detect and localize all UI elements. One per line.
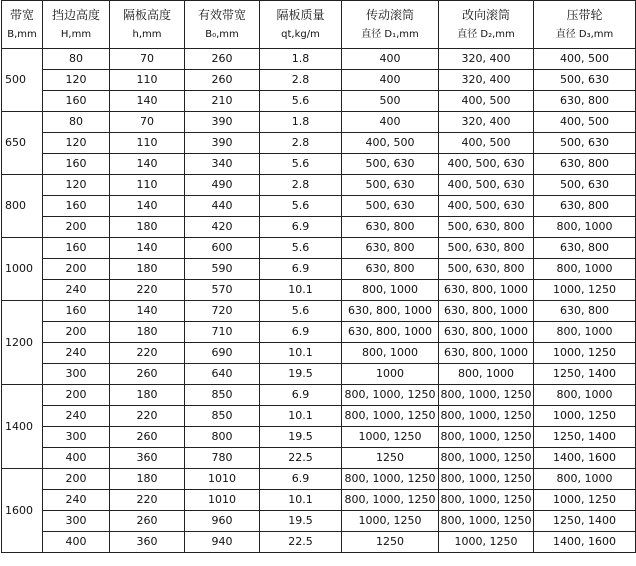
cleat-mass-cell: 2.8 [260, 133, 342, 154]
belt-width-cell: 1600 [2, 469, 43, 553]
cleat-height-cell: 140 [110, 154, 185, 175]
table-row [2, 364, 636, 385]
hold-down-wheel-cell: 800, 1000 [534, 322, 636, 343]
table-row [2, 532, 636, 553]
sidewall-height-cell: 160 [43, 196, 110, 217]
cleat-mass-cell: 10.1 [260, 280, 342, 301]
sidewall-height-cell: 240 [43, 343, 110, 364]
bend-pulley-cell: 800, 1000, 1250 [439, 448, 534, 469]
drive-pulley-cell: 1000 [342, 364, 439, 385]
drive-pulley-cell: 400, 500 [342, 133, 439, 154]
table-row [2, 280, 636, 301]
header-sidewall-height [43, 1, 110, 49]
cleat-height-cell: 220 [110, 406, 185, 427]
cleat-mass-cell: 5.6 [260, 91, 342, 112]
sidewall-height-cell: 300 [43, 427, 110, 448]
table-row [2, 133, 636, 154]
table-row [2, 70, 636, 91]
sidewall-height-cell: 120 [43, 133, 110, 154]
sidewall-height-cell: 240 [43, 490, 110, 511]
effective-width-cell: 690 [185, 343, 260, 364]
bend-pulley-cell: 400, 500 [439, 133, 534, 154]
belt-width-cell: 800 [2, 175, 43, 238]
sidewall-height-cell: 80 [43, 49, 110, 70]
cleat-height-cell: 180 [110, 385, 185, 406]
sidewall-height-cell: 160 [43, 301, 110, 322]
sidewall-height-cell: 200 [43, 259, 110, 280]
cleat-mass-cell: 2.8 [260, 70, 342, 91]
bend-pulley-cell: 630, 800, 1000 [439, 343, 534, 364]
hold-down-wheel-cell: 500, 630 [534, 133, 636, 154]
cleat-height-cell: 360 [110, 448, 185, 469]
header-label: 压带轮 [566, 7, 603, 22]
cleat-mass-cell: 2.8 [260, 175, 342, 196]
drive-pulley-cell: 630, 800, 1000 [342, 322, 439, 343]
sidewall-height-cell: 240 [43, 280, 110, 301]
bend-pulley-cell: 320, 400 [439, 70, 534, 91]
cleat-height-cell: 110 [110, 175, 185, 196]
header-label: 挡边高度 [51, 7, 100, 22]
table-row [2, 175, 636, 196]
cleat-mass-cell: 5.6 [260, 196, 342, 217]
spec-table [1, 0, 636, 553]
cleat-mass-cell: 22.5 [260, 448, 342, 469]
effective-width-cell: 210 [185, 91, 260, 112]
table-row [2, 511, 636, 532]
cleat-height-cell: 260 [110, 364, 185, 385]
table-row [2, 259, 636, 280]
effective-width-cell: 440 [185, 196, 260, 217]
cleat-mass-cell: 6.9 [260, 259, 342, 280]
hold-down-wheel-cell: 1400, 1600 [534, 448, 636, 469]
header-unit: 直径 D₂,mm [457, 28, 515, 40]
cleat-mass-cell: 6.9 [260, 385, 342, 406]
table-row [2, 112, 636, 133]
hold-down-wheel-cell: 400, 500 [534, 112, 636, 133]
sidewall-height-cell: 300 [43, 511, 110, 532]
drive-pulley-cell: 400 [342, 112, 439, 133]
drive-pulley-cell: 1250 [342, 448, 439, 469]
bend-pulley-cell: 800, 1000, 1250 [439, 469, 534, 490]
sidewall-height-cell: 160 [43, 154, 110, 175]
effective-width-cell: 960 [185, 511, 260, 532]
effective-width-cell: 640 [185, 364, 260, 385]
sidewall-height-cell: 400 [43, 532, 110, 553]
cleat-mass-cell: 1.8 [260, 49, 342, 70]
sidewall-height-cell: 300 [43, 364, 110, 385]
sidewall-height-cell: 160 [43, 91, 110, 112]
cleat-height-cell: 220 [110, 280, 185, 301]
drive-pulley-cell: 500 [342, 91, 439, 112]
effective-width-cell: 1010 [185, 469, 260, 490]
bend-pulley-cell: 630, 800, 1000 [439, 280, 534, 301]
drive-pulley-cell: 630, 800, 1000 [342, 301, 439, 322]
header-bend-pulley [439, 1, 534, 49]
cleat-height-cell: 140 [110, 196, 185, 217]
table-row [2, 238, 636, 259]
bend-pulley-cell: 400, 500, 630 [439, 175, 534, 196]
header-label: 改向滚筒 [461, 7, 510, 22]
cleat-mass-cell: 5.6 [260, 238, 342, 259]
effective-width-cell: 1010 [185, 490, 260, 511]
cleat-height-cell: 180 [110, 259, 185, 280]
header-unit: qt,kg/m [281, 28, 320, 40]
header-row [2, 1, 636, 49]
drive-pulley-cell: 630, 800 [342, 238, 439, 259]
effective-width-cell: 850 [185, 385, 260, 406]
bend-pulley-cell: 800, 1000, 1250 [439, 490, 534, 511]
cleat-height-cell: 180 [110, 217, 185, 238]
cleat-height-cell: 140 [110, 301, 185, 322]
sidewall-height-cell: 400 [43, 448, 110, 469]
effective-width-cell: 340 [185, 154, 260, 175]
header-label: 传动滚筒 [365, 7, 414, 22]
header-label: 隔板质量 [276, 7, 325, 22]
cleat-height-cell: 260 [110, 511, 185, 532]
effective-width-cell: 710 [185, 322, 260, 343]
drive-pulley-cell: 800, 1000, 1250 [342, 385, 439, 406]
cleat-mass-cell: 6.9 [260, 217, 342, 238]
table-header [2, 1, 636, 49]
sidewall-height-cell: 120 [43, 175, 110, 196]
header-unit: 直径 D₁,mm [361, 28, 419, 40]
sidewall-height-cell: 160 [43, 238, 110, 259]
hold-down-wheel-cell: 1250, 1400 [534, 364, 636, 385]
drive-pulley-cell: 500, 630 [342, 196, 439, 217]
effective-width-cell: 720 [185, 301, 260, 322]
hold-down-wheel-cell: 800, 1000 [534, 469, 636, 490]
header-unit: 直径 D₃,mm [555, 28, 614, 40]
drive-pulley-cell: 500, 630 [342, 154, 439, 175]
header-unit: B₀,mm [205, 28, 239, 40]
hold-down-wheel-cell: 800, 1000 [534, 385, 636, 406]
hold-down-wheel-cell: 500, 630 [534, 175, 636, 196]
cleat-height-cell: 180 [110, 469, 185, 490]
drive-pulley-cell: 800, 1000, 1250 [342, 490, 439, 511]
hold-down-wheel-cell: 1000, 1250 [534, 343, 636, 364]
cleat-mass-cell: 10.1 [260, 406, 342, 427]
drive-pulley-cell: 1000, 1250 [342, 427, 439, 448]
cleat-height-cell: 70 [110, 112, 185, 133]
effective-width-cell: 390 [185, 112, 260, 133]
cleat-height-cell: 180 [110, 322, 185, 343]
cleat-mass-cell: 5.6 [260, 301, 342, 322]
sidewall-height-cell: 120 [43, 70, 110, 91]
drive-pulley-cell: 630, 800 [342, 259, 439, 280]
drive-pulley-cell: 500, 630 [342, 175, 439, 196]
bend-pulley-cell: 500, 630, 800 [439, 217, 534, 238]
hold-down-wheel-cell: 630, 800 [534, 91, 636, 112]
cleat-mass-cell: 22.5 [260, 532, 342, 553]
hold-down-wheel-cell: 630, 800 [534, 196, 636, 217]
header-label: 有效带宽 [197, 7, 246, 22]
table-row [2, 49, 636, 70]
sidewall-height-cell: 240 [43, 406, 110, 427]
sidewall-height-cell: 80 [43, 112, 110, 133]
effective-width-cell: 260 [185, 49, 260, 70]
drive-pulley-cell: 400 [342, 70, 439, 91]
sidewall-height-cell: 200 [43, 322, 110, 343]
drive-pulley-cell: 1000, 1250 [342, 511, 439, 532]
sidewall-height-cell: 200 [43, 217, 110, 238]
table-body [2, 49, 636, 553]
cleat-mass-cell: 6.9 [260, 469, 342, 490]
cleat-height-cell: 70 [110, 49, 185, 70]
sidewall-height-cell: 200 [43, 469, 110, 490]
cleat-mass-cell: 19.5 [260, 427, 342, 448]
table-row [2, 91, 636, 112]
hold-down-wheel-cell: 630, 800 [534, 301, 636, 322]
cleat-height-cell: 110 [110, 133, 185, 154]
cleat-height-cell: 360 [110, 532, 185, 553]
table-row [2, 322, 636, 343]
header-unit: H,mm [60, 28, 92, 40]
header-label: 带宽 [9, 7, 34, 22]
cleat-height-cell: 260 [110, 427, 185, 448]
hold-down-wheel-cell: 1250, 1400 [534, 427, 636, 448]
table-row [2, 196, 636, 217]
belt-width-cell: 1200 [2, 301, 43, 385]
table-row [2, 490, 636, 511]
cleat-mass-cell: 5.6 [260, 154, 342, 175]
bend-pulley-cell: 800, 1000 [439, 364, 534, 385]
table-row [2, 217, 636, 238]
drive-pulley-cell: 400 [342, 49, 439, 70]
bend-pulley-cell: 400, 500, 630 [439, 154, 534, 175]
table-row [2, 406, 636, 427]
effective-width-cell: 850 [185, 406, 260, 427]
effective-width-cell: 390 [185, 133, 260, 154]
table-row [2, 448, 636, 469]
header-drive-pulley [342, 1, 439, 49]
effective-width-cell: 260 [185, 70, 260, 91]
hold-down-wheel-cell: 1000, 1250 [534, 490, 636, 511]
table-row [2, 301, 636, 322]
header-unit: h,mm [132, 28, 162, 40]
table-row [2, 427, 636, 448]
drive-pulley-cell: 800, 1000 [342, 343, 439, 364]
belt-width-cell: 1000 [2, 238, 43, 301]
hold-down-wheel-cell: 800, 1000 [534, 217, 636, 238]
header-belt-width [2, 1, 43, 49]
cleat-height-cell: 110 [110, 70, 185, 91]
table-row [2, 154, 636, 175]
cleat-height-cell: 140 [110, 91, 185, 112]
table-row [2, 469, 636, 490]
cleat-mass-cell: 10.1 [260, 490, 342, 511]
bend-pulley-cell: 1000, 1250 [439, 532, 534, 553]
bend-pulley-cell: 320, 400 [439, 49, 534, 70]
bend-pulley-cell: 800, 1000, 1250 [439, 385, 534, 406]
header-unit: B,mm [7, 28, 37, 40]
bend-pulley-cell: 800, 1000, 1250 [439, 406, 534, 427]
effective-width-cell: 490 [185, 175, 260, 196]
belt-width-cell: 500 [2, 49, 43, 112]
effective-width-cell: 590 [185, 259, 260, 280]
cleat-mass-cell: 10.1 [260, 343, 342, 364]
cleat-mass-cell: 6.9 [260, 322, 342, 343]
drive-pulley-cell: 800, 1000 [342, 280, 439, 301]
cleat-mass-cell: 1.8 [260, 112, 342, 133]
effective-width-cell: 780 [185, 448, 260, 469]
bend-pulley-cell: 320, 400 [439, 112, 534, 133]
header-cleat-height [110, 1, 185, 49]
sidewall-height-cell: 200 [43, 385, 110, 406]
cleat-height-cell: 220 [110, 490, 185, 511]
header-label: 隔板高度 [122, 7, 171, 22]
bend-pulley-cell: 800, 1000, 1250 [439, 511, 534, 532]
cleat-height-cell: 140 [110, 238, 185, 259]
bend-pulley-cell: 630, 800, 1000 [439, 301, 534, 322]
hold-down-wheel-cell: 1000, 1250 [534, 280, 636, 301]
hold-down-wheel-cell: 800, 1000 [534, 259, 636, 280]
header-effective-width [185, 1, 260, 49]
hold-down-wheel-cell: 400, 500 [534, 49, 636, 70]
table-row [2, 385, 636, 406]
cleat-mass-cell: 19.5 [260, 364, 342, 385]
bend-pulley-cell: 400, 500, 630 [439, 196, 534, 217]
effective-width-cell: 940 [185, 532, 260, 553]
bend-pulley-cell: 500, 630, 800 [439, 259, 534, 280]
hold-down-wheel-cell: 630, 800 [534, 154, 636, 175]
drive-pulley-cell: 800, 1000, 1250 [342, 469, 439, 490]
bend-pulley-cell: 400, 500 [439, 91, 534, 112]
effective-width-cell: 800 [185, 427, 260, 448]
hold-down-wheel-cell: 630, 800 [534, 238, 636, 259]
cleat-height-cell: 220 [110, 343, 185, 364]
table-row [2, 343, 636, 364]
hold-down-wheel-cell: 500, 630 [534, 70, 636, 91]
hold-down-wheel-cell: 1250, 1400 [534, 511, 636, 532]
cleat-mass-cell: 19.5 [260, 511, 342, 532]
header-cleat-mass [260, 1, 342, 49]
hold-down-wheel-cell: 1400, 1600 [534, 532, 636, 553]
effective-width-cell: 420 [185, 217, 260, 238]
header-hold-down-wheel [534, 1, 636, 49]
drive-pulley-cell: 800, 1000, 1250 [342, 406, 439, 427]
drive-pulley-cell: 630, 800 [342, 217, 439, 238]
bend-pulley-cell: 500, 630, 800 [439, 238, 534, 259]
belt-width-cell: 650 [2, 112, 43, 175]
bend-pulley-cell: 630, 800, 1000 [439, 322, 534, 343]
effective-width-cell: 570 [185, 280, 260, 301]
drive-pulley-cell: 1250 [342, 532, 439, 553]
hold-down-wheel-cell: 1000, 1250 [534, 406, 636, 427]
belt-width-cell: 1400 [2, 385, 43, 469]
effective-width-cell: 600 [185, 238, 260, 259]
bend-pulley-cell: 800, 1000, 1250 [439, 427, 534, 448]
